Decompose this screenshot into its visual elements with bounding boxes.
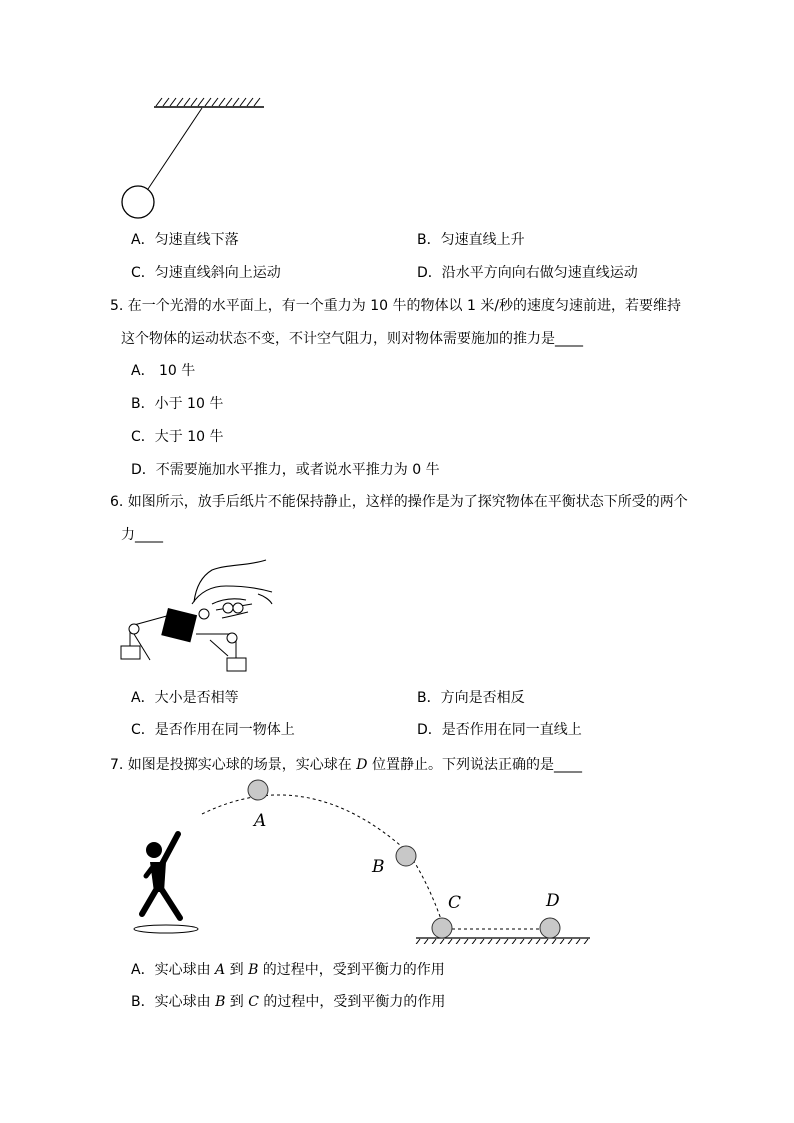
q4-option-c: C．匀速直线斜向上运动 — [131, 265, 281, 281]
ball-position-d — [540, 918, 560, 938]
label-b: B — [372, 857, 385, 877]
q6-option-c: C．是否作用在同一物体上 — [131, 722, 295, 738]
q5-option-c: C．大于 10 牛 — [131, 429, 224, 445]
finger-tip-1 — [199, 609, 209, 619]
q5-stem-line2: 这个物体的运动状态不变，不计空气阻力，则对物体需要施加的推力是____ — [121, 331, 583, 347]
pendulum-figure — [110, 92, 280, 222]
q6-option-b: B．方向是否相反 — [417, 690, 525, 706]
q7-option-a — [131, 960, 445, 980]
right-weight — [227, 658, 246, 671]
q6-stem-line1: 6. 如图所示，放手后纸片不能保持静止，这样的操作是为了探究物体在平衡状态下所受的两个 — [110, 494, 688, 510]
q6-option-d: D．是否作用在同一直线上 — [417, 722, 582, 738]
q5-option-b: B．小于 10 牛 — [131, 396, 224, 412]
q7-stem-var-d: D — [356, 757, 368, 773]
ground-hatch — [414, 939, 588, 944]
label-d: D — [546, 891, 560, 911]
thrower-figure — [142, 834, 180, 918]
q7-option-b-text-3: 的过程中，受到平衡力的作用 — [258, 994, 446, 1010]
q5-option-d: D．不需要施加水平推力，或者说水平推力为 0 牛 — [131, 462, 440, 478]
ceiling-hatch — [156, 98, 260, 106]
q7-option-b-text-2: 到 — [225, 994, 249, 1010]
ball-position-b — [396, 846, 416, 866]
q7-option-b — [131, 992, 445, 1012]
q7-option-a-text-1: A．实心球由 — [131, 962, 216, 978]
finger-tip-2 — [223, 603, 233, 613]
q7-option-a-text-3: 的过程中，受到平衡力的作用 — [258, 962, 445, 978]
twisted-card-figure — [116, 552, 280, 676]
ball-position-a — [248, 780, 268, 800]
shot-put-figure — [128, 772, 598, 944]
q5-option-a: A． 10 牛 — [131, 363, 196, 379]
q4-option-a: A．匀速直线下落 — [131, 232, 239, 248]
paper-card — [161, 608, 197, 642]
left-weight — [121, 646, 140, 659]
q7-option-b-var-2: C — [248, 994, 259, 1010]
thrower-head — [146, 842, 162, 858]
q6-stem-line2: 力____ — [121, 527, 163, 543]
q7-stem-text-1: 7. 如图是投掷实心球的场景，实心球在 — [110, 757, 357, 773]
pendulum-ball — [122, 186, 154, 218]
q7-stem-text-2: 位置静止。下列说法正确的是____ — [367, 757, 582, 773]
q7-option-a-var-1: A — [215, 962, 226, 978]
ball-position-c — [432, 918, 452, 938]
q5-stem-line1: 5. 在一个光滑的水平面上，有一个重力为 10 牛的物体以 1 米/秒的速度匀速前进，若要维持 — [110, 298, 682, 314]
finger-tip-3 — [233, 603, 243, 613]
q4-option-b: B．匀速直线上升 — [417, 232, 525, 248]
label-a: A — [254, 811, 267, 831]
q7-option-a-var-2: B — [248, 962, 259, 978]
throwing-circle — [134, 925, 198, 933]
pendulum-string — [148, 108, 202, 189]
q6-option-a: A．大小是否相等 — [131, 690, 239, 706]
right-table-edge — [210, 640, 228, 656]
q7-option-b-var-1: B — [215, 994, 226, 1010]
label-c: C — [448, 893, 462, 913]
q4-option-d: D．沿水平方向向右做匀速直线运动 — [417, 265, 638, 281]
q7-option-a-text-2: 到 — [225, 962, 249, 978]
q7-option-b-text-1: B．实心球由 — [131, 994, 216, 1010]
